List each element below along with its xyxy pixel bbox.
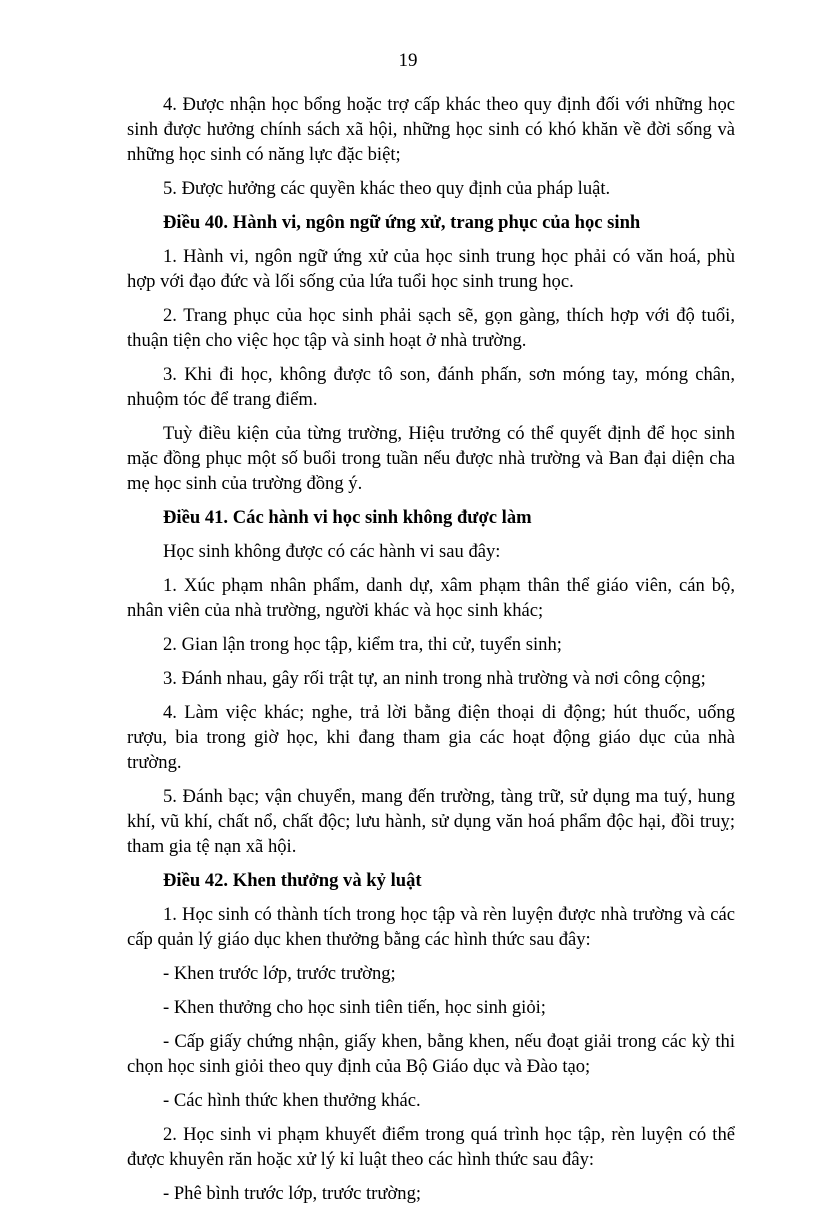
paragraph: 5. Đánh bạc; vận chuyển, mang đến trường, tàng trữ, sử dụng ma tuý, hung khí, vũ khí, chất nổ, chất độc; lưu hành, sử dụng văn hoá phẩm độc hại, đồi truỵ; tham gia tệ nạn xã hội. — [127, 786, 735, 857]
paragraph: - Khen trước lớp, trước trường; — [163, 963, 396, 984]
paragraph: 5. Được hưởng các quyền khác theo quy định của pháp luật. — [163, 178, 611, 199]
paragraph: - Các hình thức khen thưởng khác. — [163, 1090, 421, 1111]
paragraph: 2. Gian lận trong học tập, kiểm tra, thi cử, tuyển sinh; — [163, 634, 562, 655]
paragraph: 3. Đánh nhau, gây rối trật tự, an ninh trong nhà trường và nơi công cộng; — [163, 668, 706, 689]
paragraph: 2. Học sinh vi phạm khuyết điểm trong quá trình học tập, rèn luyện có thể được khuyên răn hoặc xử lý kỉ luật theo các hình thức sau đây: — [127, 1124, 735, 1170]
paragraph: - Phê bình trước lớp, trước trường; — [163, 1183, 422, 1204]
article-heading: Điều 40. Hành vi, ngôn ngữ ứng xử, trang phục của học sinh — [163, 212, 641, 233]
paragraph: Học sinh không được có các hành vi sau đây: — [163, 541, 501, 562]
paragraph: 4. Làm việc khác; nghe, trả lời bằng điện thoại di động; hút thuốc, uống rượu, bia trong giờ học, khi đang tham gia các hoạt động giáo dục của nhà trường. — [127, 702, 735, 773]
article-heading: Điều 42. Khen thưởng và kỷ luật — [163, 870, 422, 891]
paragraph: 2. Trang phục của học sinh phải sạch sẽ, gọn gàng, thích hợp với độ tuổi, thuận tiện cho việc học tập và sinh hoạt ở nhà trường. — [127, 305, 735, 351]
article-heading: Điều 41. Các hành vi học sinh không được làm — [163, 507, 532, 528]
paragraph: 1. Hành vi, ngôn ngữ ứng xử của học sinh trung học phải có văn hoá, phù hợp với đạo đức và lối sống của lứa tuổi học sinh trung học. — [127, 246, 735, 292]
paragraph: 4. Được nhận học bổng hoặc trợ cấp khác theo quy định đối với những học sinh được hưởng chính sách xã hội, những học sinh có khó khăn về đời sống và những học sinh có năng lực đặc biệt; — [127, 94, 735, 165]
paragraph: 1. Xúc phạm nhân phẩm, danh dự, xâm phạm thân thể giáo viên, cán bộ, nhân viên của nhà trường, người khác và học sinh khác; — [127, 575, 735, 621]
paragraph: Tuỳ điều kiện của từng trường, Hiệu trưởng có thể quyết định để học sinh mặc đồng phục một số buổi trong tuần nếu được nhà trường và Ban đại diện cha mẹ học sinh của trường đồng ý. — [127, 423, 735, 494]
paragraph: 1. Học sinh có thành tích trong học tập và rèn luyện được nhà trường và các cấp quản lý giáo dục khen thưởng bằng các hình thức sau đây: — [127, 904, 735, 950]
document-body — [127, 92, 735, 1215]
paragraph: 3. Khi đi học, không được tô son, đánh phấn, sơn móng tay, móng chân, nhuộm tóc để trang điểm. — [127, 364, 735, 410]
paragraph: - Khen thưởng cho học sinh tiên tiến, học sinh giỏi; — [163, 997, 546, 1018]
page-number: 19 — [398, 50, 418, 71]
paragraph: - Cấp giấy chứng nhận, giấy khen, bằng khen, nếu đoạt giải trong các kỳ thi chọn học sinh giỏi theo quy định của Bộ Giáo dục và Đào tạo; — [127, 1031, 735, 1077]
